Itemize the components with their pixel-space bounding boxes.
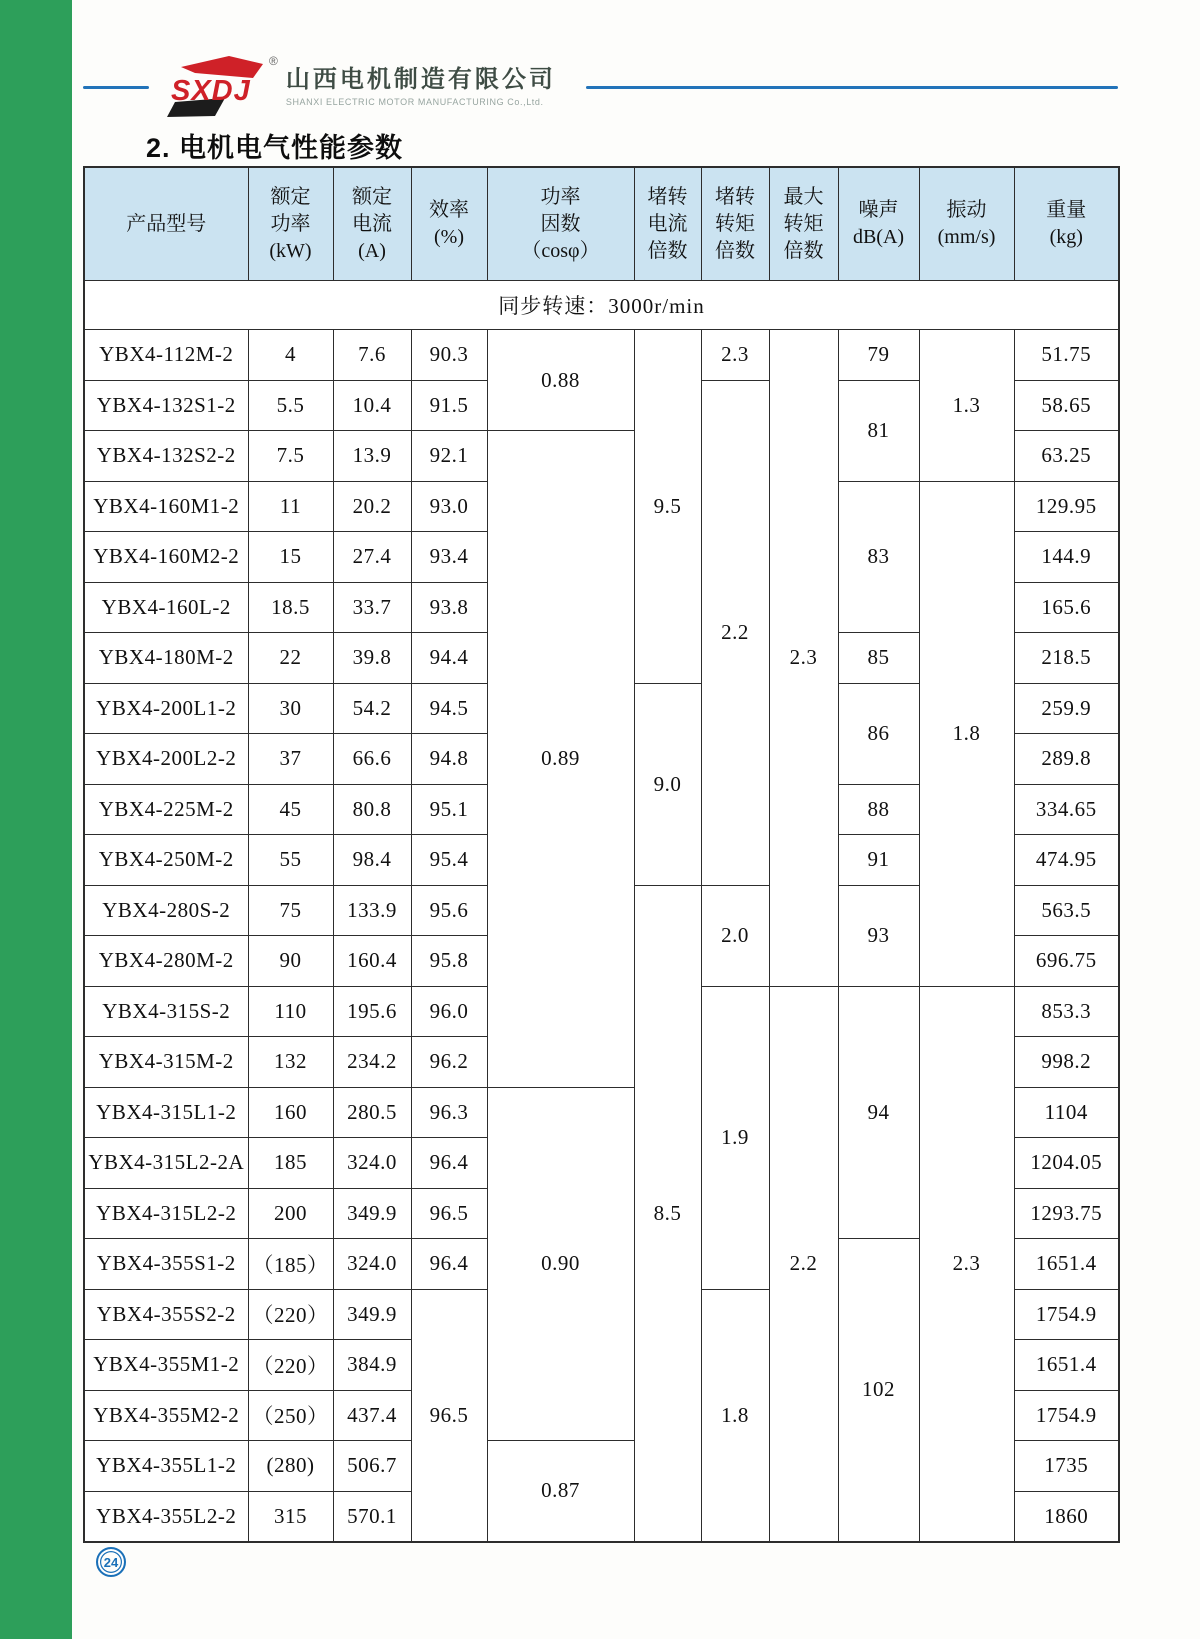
cell-current: 349.9 [333, 1289, 411, 1340]
col-header-weight: 重量 (kg) [1014, 167, 1119, 281]
cell-current: 506.7 [333, 1441, 411, 1492]
cell-noise: 81 [838, 380, 919, 481]
cell-current: 570.1 [333, 1491, 411, 1542]
logo-text: SXDJ [171, 75, 251, 107]
col-header-model: 产品型号 [84, 167, 248, 281]
cell-noise: 86 [838, 683, 919, 784]
cell-noise: 85 [838, 633, 919, 684]
col-header-eff: 效率 (%) [411, 167, 487, 281]
cell-weight: 58.65 [1014, 380, 1119, 431]
cell-eff: 96.2 [411, 1037, 487, 1088]
cell-current: 66.6 [333, 734, 411, 785]
cell-current: 20.2 [333, 481, 411, 532]
cell-model: YBX4-160L-2 [84, 582, 248, 633]
cell-model: YBX4-355S1-2 [84, 1239, 248, 1290]
sync-speed-row [84, 281, 1119, 330]
cell-power: 90 [248, 936, 333, 987]
page-title: 2. 电机电气性能参数 [146, 133, 404, 163]
sxdj-logo-icon [165, 55, 267, 119]
cell-current: 160.4 [333, 936, 411, 987]
cell-power: （185） [248, 1239, 333, 1290]
cell-power: 45 [248, 784, 333, 835]
col-header-power: 额定 功率 (kW) [248, 167, 333, 281]
cell-eff: 96.4 [411, 1239, 487, 1290]
cell-weight: 1860 [1014, 1491, 1119, 1542]
cell-power: 22 [248, 633, 333, 684]
sync-speed-note: 同步转速：3000r/min [84, 281, 1119, 330]
cell-current: 39.8 [333, 633, 411, 684]
cell-model: YBX4-280M-2 [84, 936, 248, 987]
cell-weight: 165.6 [1014, 582, 1119, 633]
cell-eff: 95.8 [411, 936, 487, 987]
cell-model: YBX4-315L1-2 [84, 1087, 248, 1138]
cell-eff: 96.3 [411, 1087, 487, 1138]
cell-current: 324.0 [333, 1138, 411, 1189]
cell-vib: 1.8 [919, 481, 1014, 986]
cell-current: 80.8 [333, 784, 411, 835]
cell-model: YBX4-112M-2 [84, 330, 248, 381]
cell-model: YBX4-200L2-2 [84, 734, 248, 785]
cell-model: YBX4-355L1-2 [84, 1441, 248, 1492]
cell-model: YBX4-315L2-2A [84, 1138, 248, 1189]
page-number-badge: 24 [96, 1547, 126, 1577]
cell-current: 384.9 [333, 1340, 411, 1391]
table-row [84, 330, 1119, 381]
sidebar-green-bar [0, 0, 72, 1639]
perf-table-body [84, 281, 1119, 1542]
cell-noise: 93 [838, 885, 919, 986]
cell-power: （250） [248, 1390, 333, 1441]
cell-noise: 88 [838, 784, 919, 835]
cell-model: YBX4-250M-2 [84, 835, 248, 886]
cell-power: 5.5 [248, 380, 333, 431]
cell-model: YBX4-225M-2 [84, 784, 248, 835]
cell-eff: 94.8 [411, 734, 487, 785]
cell-model: YBX4-355L2-2 [84, 1491, 248, 1542]
cell-weight: 853.3 [1014, 986, 1119, 1037]
cell-eff: 95.6 [411, 885, 487, 936]
cell-current: 27.4 [333, 532, 411, 583]
cell-current: 234.2 [333, 1037, 411, 1088]
cell-model: YBX4-160M1-2 [84, 481, 248, 532]
cell-lrt: 1.8 [701, 1289, 769, 1542]
brand-rule-left [83, 86, 149, 89]
company-logo-icon [165, 55, 267, 119]
cell-eff: 91.5 [411, 380, 487, 431]
cell-weight: 218.5 [1014, 633, 1119, 684]
cell-model: YBX4-315L2-2 [84, 1188, 248, 1239]
cell-model: YBX4-280S-2 [84, 885, 248, 936]
cell-power: 15 [248, 532, 333, 583]
cell-weight: 1204.05 [1014, 1138, 1119, 1189]
cell-weight: 998.2 [1014, 1037, 1119, 1088]
cell-model: YBX4-315M-2 [84, 1037, 248, 1088]
cell-power: （220） [248, 1340, 333, 1391]
cell-power: 55 [248, 835, 333, 886]
cell-current: 133.9 [333, 885, 411, 936]
cell-power: 110 [248, 986, 333, 1037]
cell-cos: 0.90 [487, 1087, 634, 1441]
cell-model: YBX4-200L1-2 [84, 683, 248, 734]
cell-power: 75 [248, 885, 333, 936]
cell-current: 195.6 [333, 986, 411, 1037]
cell-eff: 96.4 [411, 1138, 487, 1189]
cell-weight: 1754.9 [1014, 1289, 1119, 1340]
cell-power: （220） [248, 1289, 333, 1340]
cell-weight: 144.9 [1014, 532, 1119, 583]
company-name-en: SHANXI ELECTRIC MOTOR MANUFACTURING Co.,Ltd. [285, 96, 544, 107]
col-header-lrc: 堵转 电流 倍数 [634, 167, 701, 281]
cell-weight: 129.95 [1014, 481, 1119, 532]
cell-weight: 51.75 [1014, 330, 1119, 381]
cell-vib: 1.3 [919, 330, 1014, 482]
cell-power: 200 [248, 1188, 333, 1239]
cell-weight: 1104 [1014, 1087, 1119, 1138]
cell-current: 349.9 [333, 1188, 411, 1239]
cell-model: YBX4-355M1-2 [84, 1340, 248, 1391]
cell-model: YBX4-180M-2 [84, 633, 248, 684]
cell-weight: 474.95 [1014, 835, 1119, 886]
cell-power: 132 [248, 1037, 333, 1088]
cell-lrt: 1.9 [701, 986, 769, 1289]
cell-lrt: 2.0 [701, 885, 769, 986]
cell-eff: 96.5 [411, 1289, 487, 1542]
cell-eff: 95.4 [411, 835, 487, 886]
brand-rule-right [586, 86, 1118, 89]
cell-eff: 93.0 [411, 481, 487, 532]
col-header-current: 额定 电流 (A) [333, 167, 411, 281]
cell-weight: 334.65 [1014, 784, 1119, 835]
col-header-maxt: 最大 转矩 倍数 [769, 167, 838, 281]
brand-header [83, 52, 1118, 122]
cell-current: 7.6 [333, 330, 411, 381]
cell-maxt: 2.2 [769, 986, 838, 1542]
cell-noise: 91 [838, 835, 919, 886]
col-header-vib: 振动 (mm/s) [919, 167, 1014, 281]
cell-power: 315 [248, 1491, 333, 1542]
cell-eff: 96.0 [411, 986, 487, 1037]
cell-eff: 90.3 [411, 330, 487, 381]
cell-model: YBX4-132S2-2 [84, 431, 248, 482]
cell-model: YBX4-355S2-2 [84, 1289, 248, 1340]
cell-cos: 0.88 [487, 330, 634, 431]
cell-eff: 94.4 [411, 633, 487, 684]
cell-weight: 259.9 [1014, 683, 1119, 734]
cell-eff: 92.1 [411, 431, 487, 482]
cell-lrt: 2.3 [701, 330, 769, 381]
cell-weight: 1293.75 [1014, 1188, 1119, 1239]
cell-model: YBX4-160M2-2 [84, 532, 248, 583]
cell-eff: 95.1 [411, 784, 487, 835]
cell-power: 4 [248, 330, 333, 381]
cell-lrc: 9.0 [634, 683, 701, 885]
cell-current: 10.4 [333, 380, 411, 431]
cell-cos: 0.89 [487, 431, 634, 1088]
cell-weight: 1735 [1014, 1441, 1119, 1492]
cell-model: YBX4-355M2-2 [84, 1390, 248, 1441]
cell-power: 37 [248, 734, 333, 785]
col-header-lrt: 堵转 转矩 倍数 [701, 167, 769, 281]
cell-power: 185 [248, 1138, 333, 1189]
cell-weight: 1651.4 [1014, 1239, 1119, 1290]
cell-current: 437.4 [333, 1390, 411, 1441]
cell-power: (280) [248, 1441, 333, 1492]
cell-current: 280.5 [333, 1087, 411, 1138]
cell-weight: 563.5 [1014, 885, 1119, 936]
perf-table [83, 166, 1120, 1543]
cell-weight: 289.8 [1014, 734, 1119, 785]
cell-noise: 102 [838, 1239, 919, 1542]
cell-vib: 2.3 [919, 986, 1014, 1542]
cell-power: 18.5 [248, 582, 333, 633]
cell-power: 11 [248, 481, 333, 532]
cell-noise: 94 [838, 986, 919, 1239]
header-row [84, 167, 1119, 281]
cell-weight: 1754.9 [1014, 1390, 1119, 1441]
cell-eff: 93.4 [411, 532, 487, 583]
cell-eff: 96.5 [411, 1188, 487, 1239]
col-header-noise: 噪声 dB(A) [838, 167, 919, 281]
company-name-block [286, 67, 556, 106]
cell-noise: 83 [838, 481, 919, 633]
cell-model: YBX4-132S1-2 [84, 380, 248, 431]
col-header-cos: 功率 因数 （cosφ） [487, 167, 634, 281]
cell-weight: 696.75 [1014, 936, 1119, 987]
registered-trademark-icon: ® [269, 54, 278, 68]
cell-eff: 93.8 [411, 582, 487, 633]
cell-current: 13.9 [333, 431, 411, 482]
cell-cos: 0.87 [487, 1441, 634, 1542]
cell-maxt: 2.3 [769, 330, 838, 987]
cell-lrc: 8.5 [634, 885, 701, 1542]
cell-current: 324.0 [333, 1239, 411, 1290]
perf-table-head [84, 167, 1119, 281]
cell-power: 7.5 [248, 431, 333, 482]
cell-lrc: 9.5 [634, 330, 701, 684]
cell-noise: 79 [838, 330, 919, 381]
cell-current: 54.2 [333, 683, 411, 734]
cell-power: 160 [248, 1087, 333, 1138]
cell-power: 30 [248, 683, 333, 734]
cell-eff: 94.5 [411, 683, 487, 734]
cell-current: 98.4 [333, 835, 411, 886]
company-name-cn: 山西电机制造有限公司 [285, 66, 556, 94]
cell-current: 33.7 [333, 582, 411, 633]
cell-weight: 1651.4 [1014, 1340, 1119, 1391]
cell-weight: 63.25 [1014, 431, 1119, 482]
cell-lrt: 2.2 [701, 380, 769, 885]
cell-model: YBX4-315S-2 [84, 986, 248, 1037]
